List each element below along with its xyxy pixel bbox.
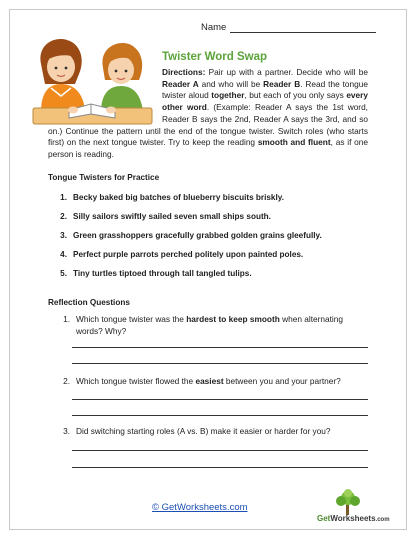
answer-line[interactable] <box>72 467 368 468</box>
answer-line[interactable] <box>72 363 368 364</box>
directions-bold-together: together <box>211 90 245 101</box>
directions-bold-reader-a: Reader A <box>162 78 199 89</box>
directions-text-1: Pair up with a partner. Decide who will be <box>205 67 368 77</box>
tree-icon <box>317 488 379 516</box>
name-label: Name <box>201 22 227 33</box>
answer-line[interactable] <box>72 347 368 348</box>
directions-text-6: , as if one person is reading. <box>48 137 368 159</box>
answer-line[interactable] <box>72 415 368 416</box>
list-item: 1. Becky baked big batches of blueberry biscuits briskly. <box>60 193 284 202</box>
reflection-question-3: 3. Did switching starting roles (A vs. B) make it easier or harder for you? <box>63 426 331 436</box>
directions-bold-every-other-word: every other word <box>162 90 368 113</box>
directions-label: Directions: <box>162 67 206 77</box>
reflection-question-2: 2. Which tongue twister flowed the easiest between you and your partner? <box>63 376 341 386</box>
answer-line[interactable] <box>72 450 368 451</box>
twisters-list <box>48 192 368 287</box>
list-item: 5. Tiny turtles tiptoed through tall tangled tulips. <box>60 269 252 278</box>
logo-wordmark: GetWorksheets.com <box>317 514 390 523</box>
tree-logo-icon <box>317 488 390 526</box>
directions-text-4: , but each of you only says <box>244 90 347 101</box>
reflection-question-1: 1. Which tongue twister was the hardest to keep smooth when alternating words? Why? <box>63 314 344 336</box>
directions-text-3: . Read the tongue twister aloud <box>162 78 368 101</box>
list-item: 4. Perfect purple parrots perched politely upon painted poles. <box>60 250 304 259</box>
directions-bold-smooth-fluent: smooth and fluent <box>257 137 331 148</box>
list-item: 3. Green grasshoppers gracefully grabbed golden grains gleefully. <box>60 231 322 240</box>
name-underline[interactable] <box>230 23 376 33</box>
name-field[interactable] <box>201 21 376 33</box>
directions-text-2: and who will be <box>198 78 264 89</box>
twisters-heading: Tongue Twisters for Practice <box>48 173 160 182</box>
answer-line[interactable] <box>72 399 368 400</box>
illustration-spacer <box>48 67 162 125</box>
worksheet-title: Twister Word Swap <box>162 51 268 63</box>
getworksheets-link[interactable]: © GetWorksheets.com <box>152 502 248 513</box>
directions-text-5: . (Example: Reader A says the 1st word, Reader B says the 2nd, Reader A says the 3rd, and so on.) Continue the pattern until the end of the tongue twister. Switch roles (who starts first) on the next tongue twister. Try to keep the reading <box>48 102 368 148</box>
reflection-heading: Reflection Questions <box>48 298 130 307</box>
directions-bold-reader-b: Reader B <box>263 78 301 89</box>
directions-paragraph <box>48 67 368 161</box>
list-item: 2. Silly sailors swiftly sailed seven small ships south. <box>60 212 271 221</box>
